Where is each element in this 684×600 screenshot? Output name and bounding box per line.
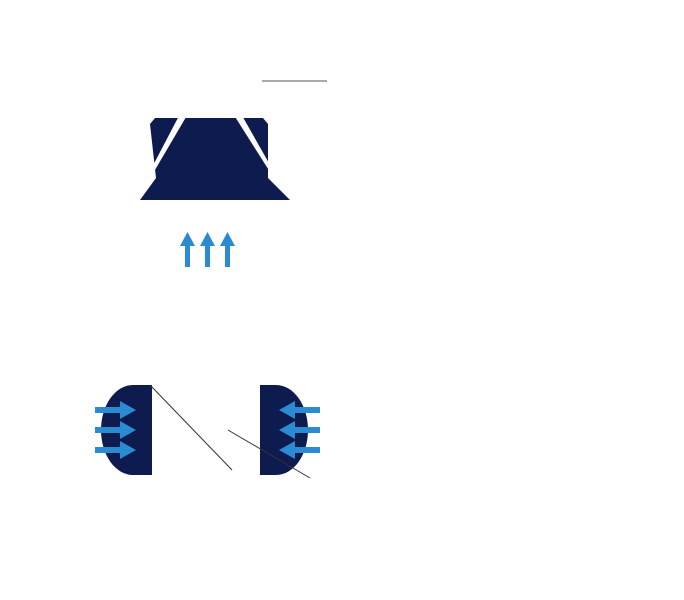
uniform-left-leader-line [150,385,232,470]
top-nozzle-body [140,118,290,200]
arrow-up-icon [200,232,215,267]
arrow-up-icon [180,232,195,267]
airflow-arrows-right [95,401,136,459]
airflow-arrows-up [180,232,235,267]
arrow-up-icon [220,232,235,267]
direct-airflow-description [336,133,636,202]
airflow-label-side [0,440,43,580]
airflow-arrows-left [279,401,320,459]
